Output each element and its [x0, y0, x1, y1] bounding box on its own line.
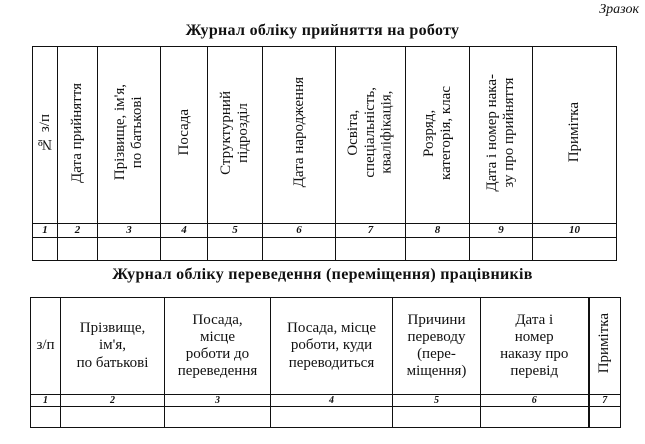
transfer-col-num: 3 [165, 395, 271, 407]
hiring-col-num: 6 [263, 224, 336, 238]
transfer-col-number: з/п [36, 337, 55, 354]
transfer-col-num: 4 [271, 395, 393, 407]
transfer-col-num: 7 [589, 395, 621, 407]
hiring-header-cell [33, 47, 58, 224]
hiring-col-notes: Примітка [566, 102, 583, 163]
transfer-col-notes: Примітка [596, 313, 613, 374]
hiring-header-cell [58, 47, 98, 224]
empty-cell [271, 407, 393, 428]
empty-cell [58, 238, 98, 261]
sample-label: Зразок [599, 2, 639, 17]
hiring-col-hire-date: Дата прийняття [69, 82, 86, 183]
empty-cell [589, 407, 621, 428]
transfer-journal-table [30, 297, 621, 428]
hiring-col-education: Освіта, спеціальність, кваліфікація, [345, 87, 395, 178]
empty-cell [481, 407, 589, 428]
transfer-header-cell [61, 298, 165, 395]
transfer-col-num: 1 [31, 395, 61, 407]
hiring-header-cell [263, 47, 336, 224]
transfer-header-cell [589, 298, 621, 395]
hiring-header-cell [336, 47, 406, 224]
empty-cell [336, 238, 406, 261]
hiring-col-num: 4 [161, 224, 208, 238]
transfer-col-position-before: Посада, місце роботи до переведення [177, 311, 258, 380]
hiring-empty-row [33, 238, 617, 261]
transfer-header-cell [481, 298, 589, 395]
empty-cell [165, 407, 271, 428]
hiring-col-num: 9 [470, 224, 533, 238]
hiring-header-cell [161, 47, 208, 224]
empty-cell [61, 407, 165, 428]
hiring-col-order: Дата і номер нака- зу про прийняття [484, 73, 517, 192]
transfer-col-num: 6 [481, 395, 589, 407]
hiring-header-cell [470, 47, 533, 224]
empty-cell [470, 238, 533, 261]
hiring-col-num: 1 [33, 224, 58, 238]
transfer-col-num: 2 [61, 395, 165, 407]
hiring-col-department: Структурний підрозділ [218, 90, 251, 175]
empty-cell [406, 238, 470, 261]
transfer-header-cell [393, 298, 481, 395]
hiring-number-row [33, 224, 617, 238]
transfer-number-row [31, 395, 621, 407]
hiring-col-num: 2 [58, 224, 98, 238]
hiring-journal-title: Журнал обліку прийняття на роботу [185, 22, 460, 39]
transfer-header-cell [31, 298, 61, 395]
transfer-col-reasons: Причини переводу (пере- міщення) [406, 311, 467, 380]
hiring-header-cell [208, 47, 263, 224]
hiring-col-num: 3 [98, 224, 161, 238]
transfer-empty-row [31, 407, 621, 428]
hiring-header-cell [533, 47, 617, 224]
hiring-col-number: № з/п [36, 113, 53, 152]
hiring-col-grade: Розряд, категорія, клас [420, 85, 454, 180]
hiring-col-num: 5 [208, 224, 263, 238]
transfer-col-full-name: Прізвище, ім'я, по батькові [76, 320, 149, 371]
hiring-header-cell [406, 47, 470, 224]
hiring-col-birth-date: Дата народження [290, 77, 307, 188]
transfer-col-position-after: Посада, місце роботи, куди переводиться [287, 320, 376, 371]
transfer-header-cell [165, 298, 271, 395]
transfer-col-order: Дата і номер наказу про перевід [500, 311, 569, 380]
hiring-journal-table [32, 46, 617, 261]
hiring-header-cell [98, 47, 161, 224]
transfer-header-cell [271, 298, 393, 395]
hiring-col-num: 8 [406, 224, 470, 238]
empty-cell [33, 238, 58, 261]
transfer-col-num: 5 [393, 395, 481, 407]
empty-cell [31, 407, 61, 428]
hiring-col-position: Посада [175, 109, 192, 156]
empty-cell [393, 407, 481, 428]
empty-cell [208, 238, 263, 261]
transfer-journal-title: Журнал обліку переведення (переміщення) працівників [112, 266, 533, 283]
empty-cell [533, 238, 617, 261]
hiring-col-num: 10 [533, 224, 617, 238]
empty-cell [263, 238, 336, 261]
hiring-col-full-name: Прізвище, ім'я, по батькові [112, 84, 145, 181]
empty-cell [161, 238, 208, 261]
hiring-col-num: 7 [336, 224, 406, 238]
empty-cell [98, 238, 161, 261]
